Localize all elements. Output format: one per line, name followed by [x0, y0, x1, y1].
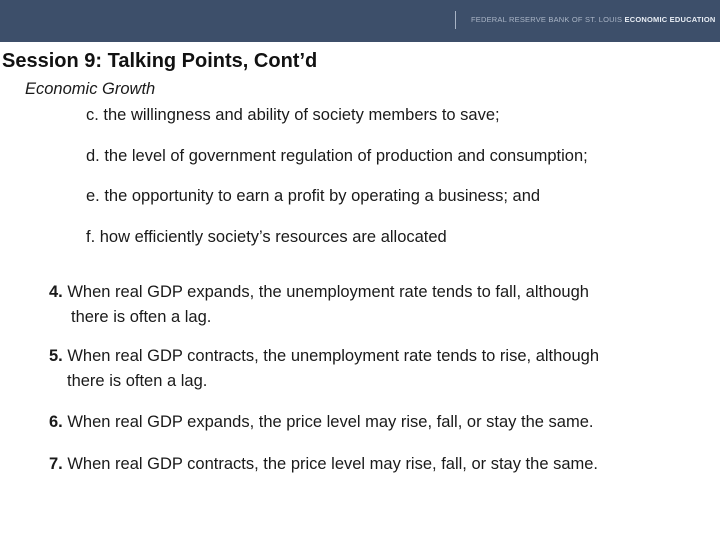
header-org-light: FEDERAL RESERVE BANK OF ST. LOUIS: [471, 15, 623, 24]
item-number: 6.: [49, 413, 63, 431]
item-number: 4.: [49, 283, 63, 301]
slide-title: Session 9: Talking Points, Cont’d: [2, 50, 318, 72]
item-text-line2: there is often a lag.: [71, 308, 212, 326]
item-text-line2: there is often a lag.: [67, 372, 208, 390]
item-text-line1: When real GDP expands, the price level may rise, fall, or stay the same.: [67, 413, 594, 431]
header-org-bold: ECONOMIC EDUCATION: [624, 15, 716, 24]
sub-item-e: e. the opportunity to earn a profit by operating a business; and: [86, 187, 541, 205]
item-text-line1: When real GDP expands, the unemployment rate tends to fall, although: [67, 283, 589, 301]
item-text-line1: When real GDP contracts, the price level may rise, fall, or stay the same.: [67, 455, 599, 473]
numbered-item-6: [49, 410, 689, 435]
sub-item-f: f. how efficiently society’s resources are allocated: [86, 228, 447, 246]
header-divider: [455, 11, 456, 29]
numbered-item-5: [49, 344, 689, 394]
numbered-item-4: [49, 280, 689, 330]
item-number: 7.: [49, 455, 63, 473]
item-number: 5.: [49, 347, 63, 365]
header-org-name: [471, 15, 716, 24]
slide-subtitle: Economic Growth: [25, 80, 156, 98]
header-bar: [0, 0, 720, 42]
numbered-item-7: [49, 452, 689, 477]
sub-item-c: c. the willingness and ability of society members to save;: [86, 106, 500, 124]
item-text-line1: When real GDP contracts, the unemployment rate tends to rise, although: [67, 347, 600, 365]
sub-item-d: d. the level of government regulation of production and consumption;: [86, 147, 588, 165]
